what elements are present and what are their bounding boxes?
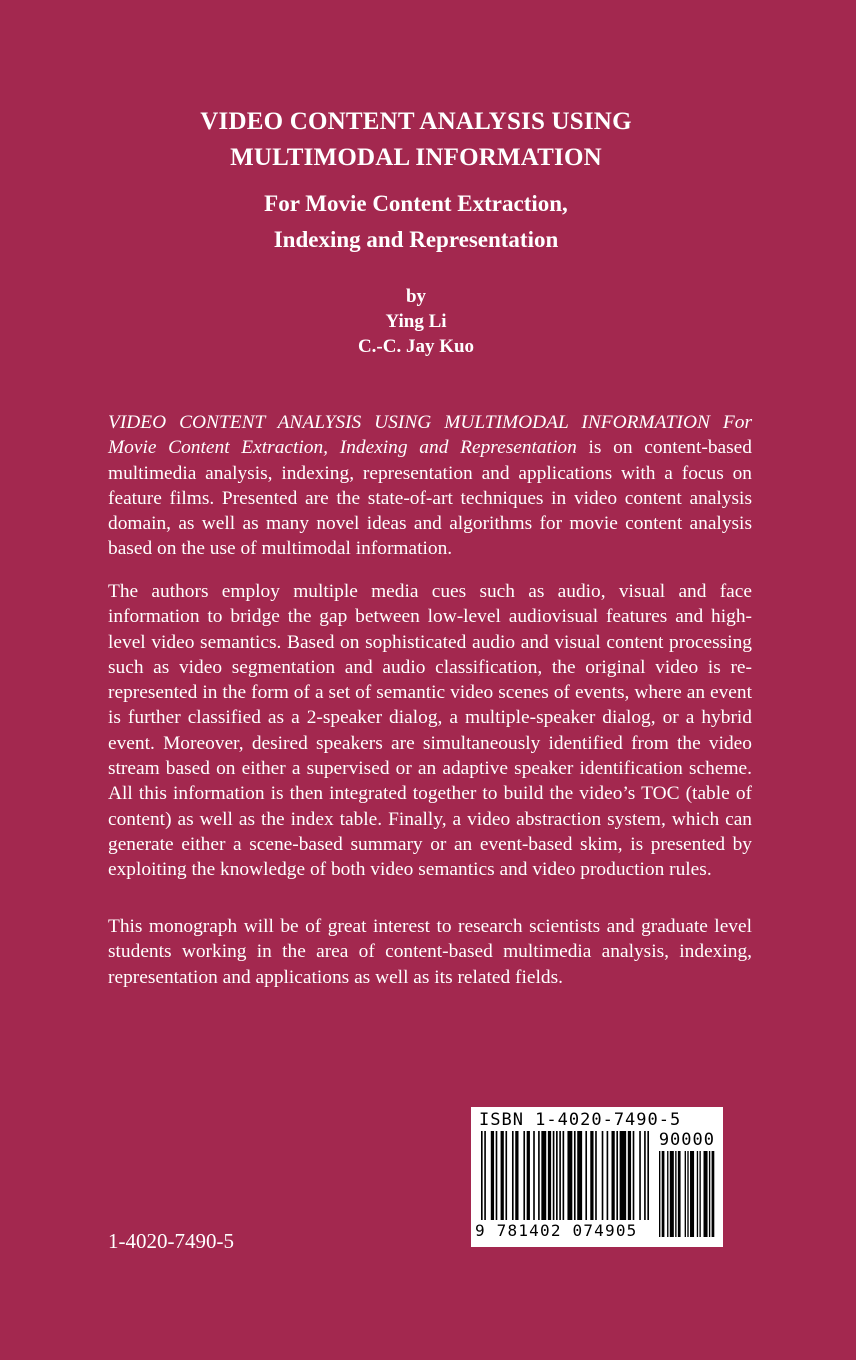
- description-paragraph-2: The authors employ multiple media cues such as audio, visual and face information to bridge the gap between low-level audiovisual features and high-level video semantics. Based on sophisticated audio and visual content processing such as video segmentation and audio classification, the original video is re-represented in the form of a set of semantic video scenes of events, where an event is further classified as a 2-speaker dialog, a multiple-speaker dialog, or a hybrid event. Moreover, desired speakers are simultaneously identified from the video stream based on either a supervised or an adaptive speaker identification scheme. All this information is then integrated together to build the video’s TOC (table of content) as well as the index table. Finally, a video abstraction system, which can generate either a scene-based summary or an event-based skim, is presented by exploiting the knowledge of both video semantics and video production rules.: [108, 581, 752, 881]
- barcode-bar: [687, 1151, 688, 1237]
- byline: [0, 284, 832, 359]
- barcode-bar: [662, 1151, 665, 1237]
- title-line-2: MULTIMODAL INFORMATION: [230, 144, 602, 171]
- barcode-bar: [678, 1151, 681, 1237]
- barcode-bar: [675, 1151, 676, 1237]
- barcode-isbn-label: ISBN 1-4020-7490-5: [479, 1110, 682, 1130]
- title-line-1: VIDEO CONTENT ANALYSIS USING: [200, 108, 632, 135]
- book-title: [0, 104, 832, 176]
- barcode-digits: 9 781402 074905: [475, 1220, 651, 1242]
- barcode-bar: [699, 1151, 700, 1237]
- description-title-italic: VIDEO CONTENT ANALYSIS USING MULTIMODAL INFORMATION For Movie Content Extraction, Indexing and Representation: [108, 412, 752, 459]
- barcode-bar: [667, 1151, 668, 1237]
- barcode-bar: [659, 1151, 660, 1237]
- isbn-number: 1-4020-7490-5: [108, 1229, 234, 1253]
- description-paragraph-1-text: is on content-based multimedia analysis, indexing, representation and applications with a focus on feature films. Presented are the state-of-art techniques in video content analysis domain, as well as many novel ideas and algorithms for movie content analysis based on the use of multimodal information.: [108, 437, 752, 560]
- description-paragraph-1: [108, 410, 752, 562]
- barcode-addon-bars: [659, 1151, 717, 1237]
- barcode: [471, 1107, 723, 1247]
- barcode-bar: [697, 1151, 698, 1237]
- description-paragraph-3: This monograph will be of great interest to research scientists and graduate level students working in the area of content-based multimedia analysis, indexing, representation and applications as well as its related fields.: [108, 916, 752, 988]
- barcode-bar: [712, 1151, 715, 1237]
- subtitle-line-2: Indexing and Representation: [273, 227, 559, 252]
- barcode-bar: [690, 1151, 694, 1237]
- book-subtitle: [0, 186, 832, 258]
- barcode-bar: [670, 1151, 674, 1237]
- subtitle-line-1: For Movie Content Extraction,: [264, 191, 568, 216]
- barcode-bar: [685, 1151, 686, 1237]
- barcode-price-code: 90000: [658, 1130, 715, 1150]
- barcode-bar: [704, 1151, 708, 1237]
- by-label: by: [405, 286, 427, 307]
- author-1: Ying Li: [385, 311, 447, 332]
- author-2: C.-C. Jay Kuo: [357, 336, 475, 357]
- barcode-bar: [709, 1151, 710, 1237]
